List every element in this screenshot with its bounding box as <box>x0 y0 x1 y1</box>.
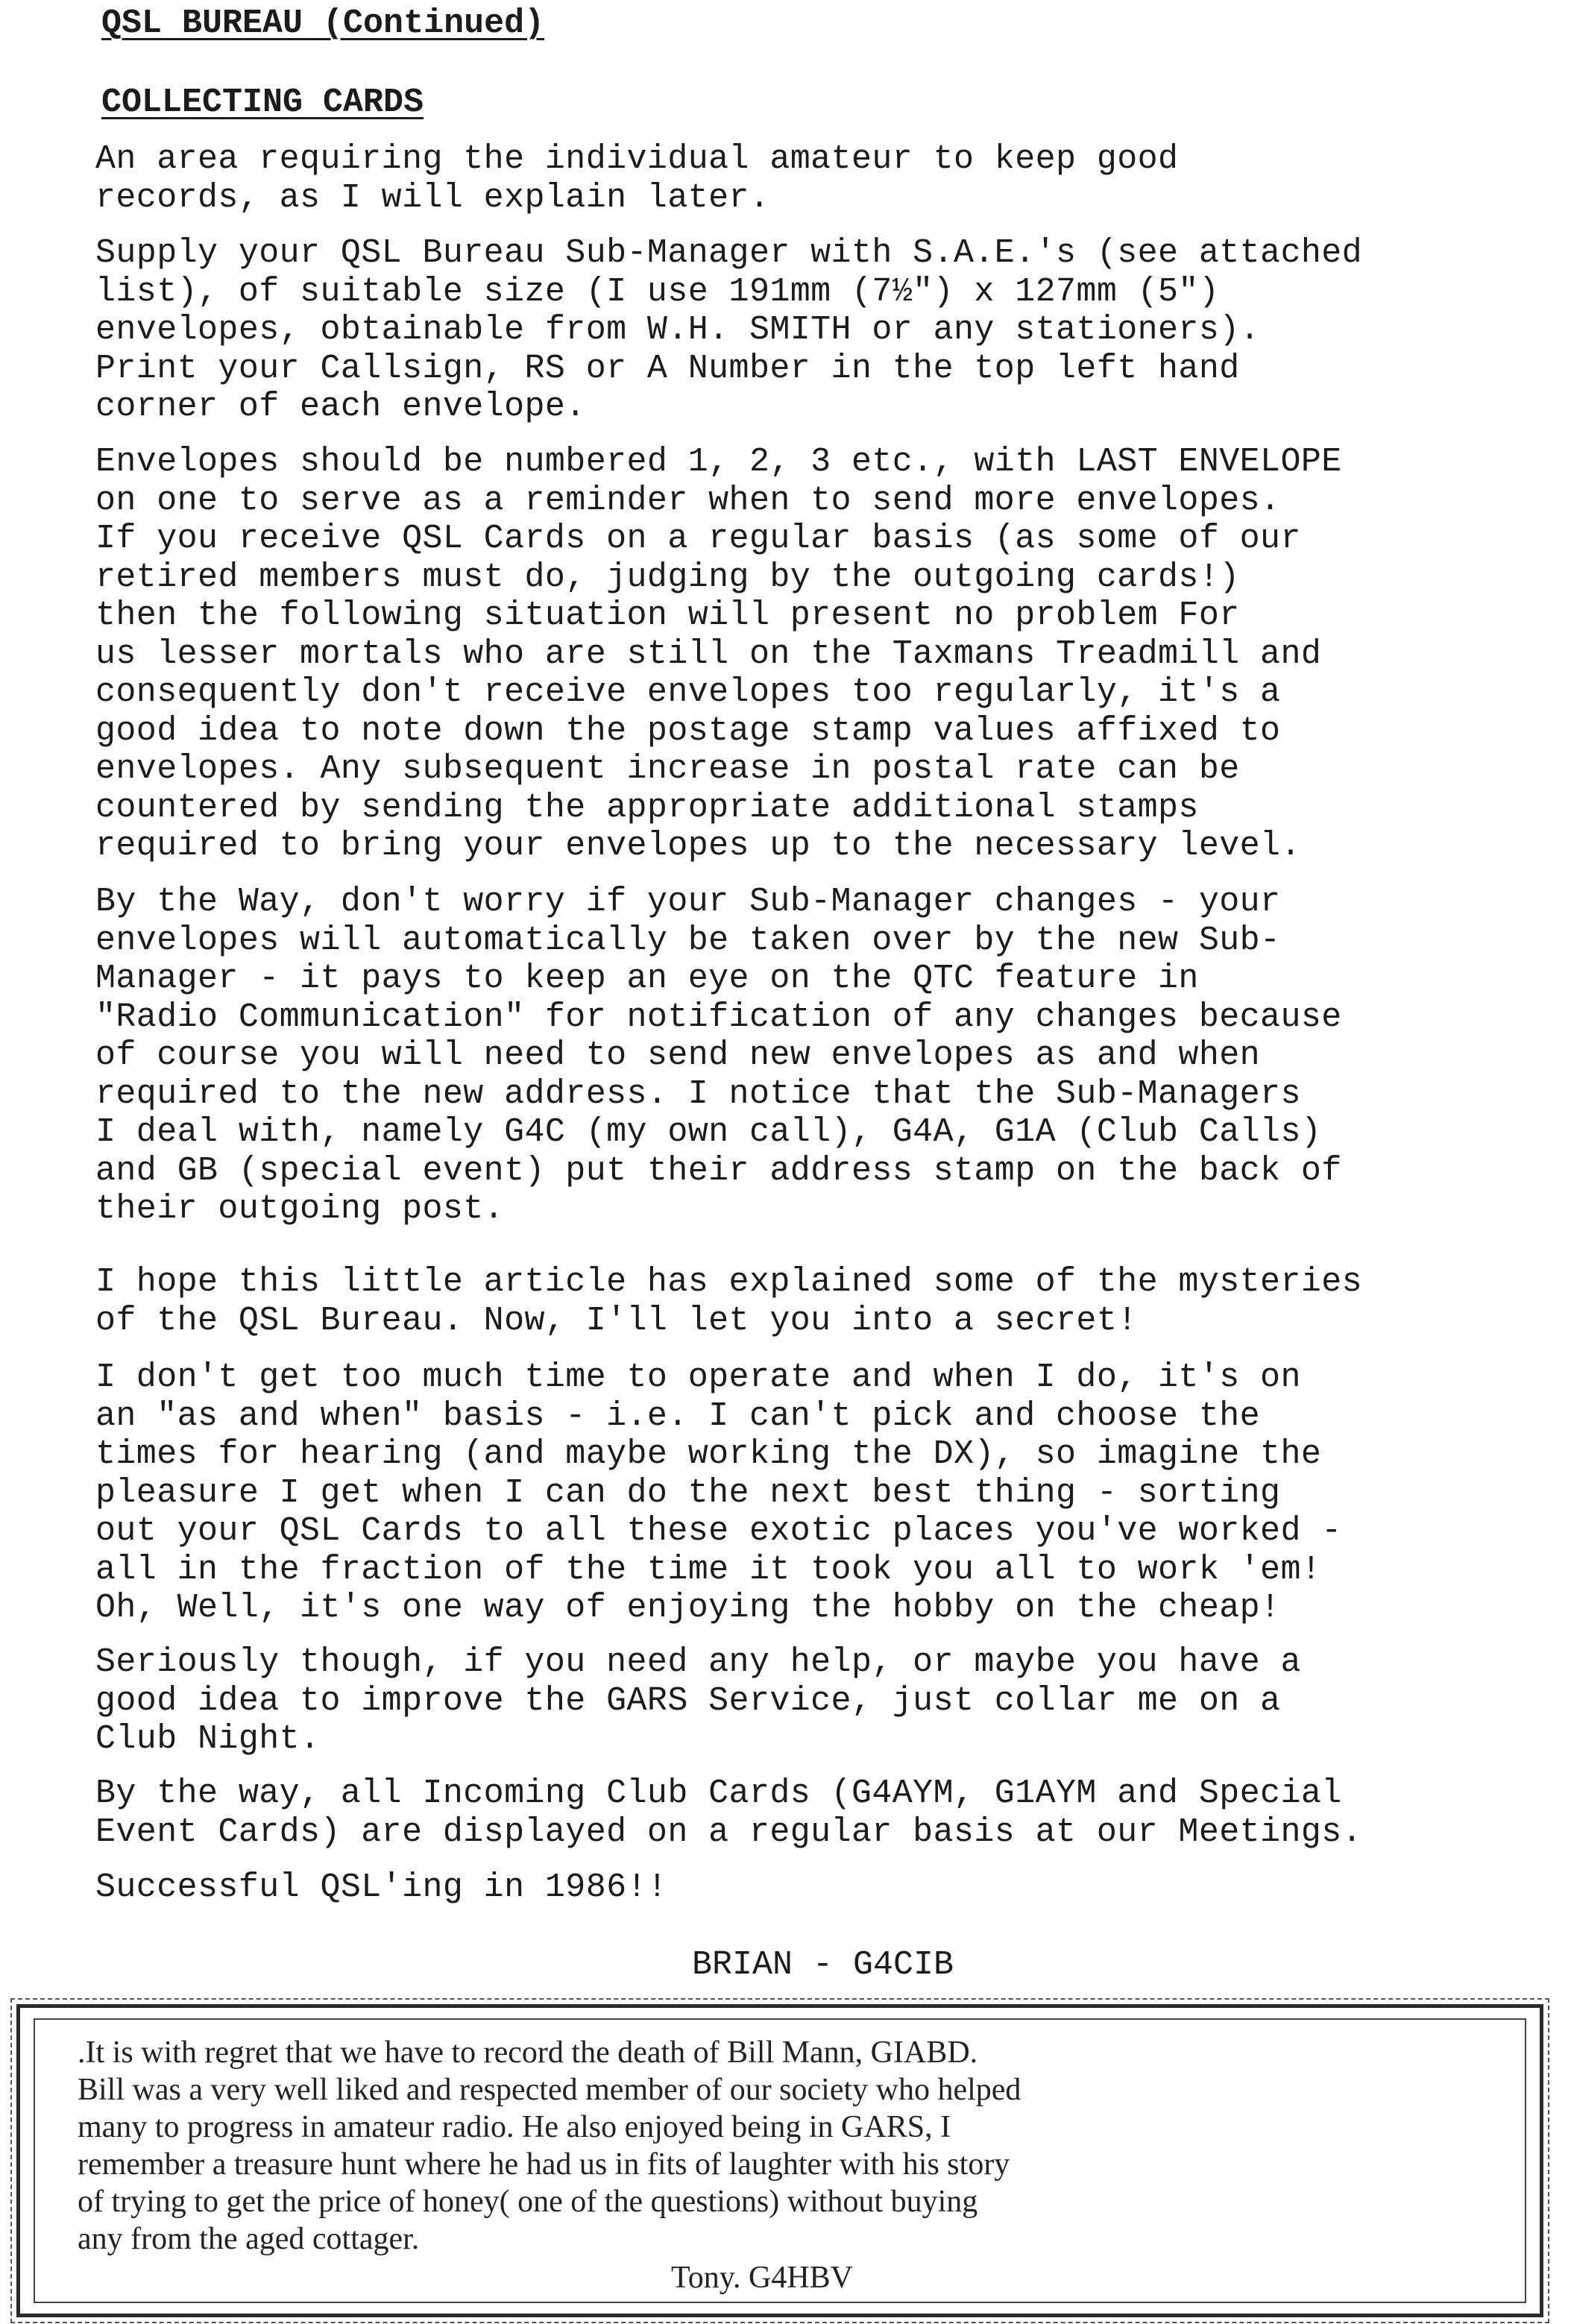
text-line: I don't get too much time to operate and when I do, it's on <box>95 1358 1301 1396</box>
text-line: Successful QSL'ing in 1986!! <box>95 1868 668 1906</box>
text-line: an "as and when" basis - i.e. I can't pick and choose the <box>95 1396 1261 1435</box>
obituary-line: remember a treasure hunt where he had us in fits of laughter with his story <box>78 2147 1010 2182</box>
text-line: required to the new address. I notice that the Sub-Managers <box>95 1074 1301 1113</box>
text-line: Seriously though, if you need any help, or maybe you have a <box>95 1643 1301 1681</box>
text-line: Print your Callsign, RS or A Number in the top left hand <box>95 349 1240 388</box>
text-line: "Radio Communication" for notification of any changes because <box>95 998 1342 1036</box>
text-line: good idea to note down the postage stamp values affixed to <box>95 711 1281 750</box>
obituary-line: many to progress in amateur radio. He also enjoyed being in GARS, I <box>78 2110 951 2144</box>
obituary-text <box>78 2034 1524 2258</box>
text-line: then the following situation will present no problem For <box>95 596 1240 634</box>
text-line: countered by sending the appropriate additional stamps <box>95 788 1199 827</box>
text-line: consequently don't receive envelopes too regularly, it's a <box>95 673 1281 711</box>
text-line: envelopes will automatically be taken over by the new Sub- <box>95 921 1281 960</box>
obituary-line: .It is with regret that we have to record the death of Bill Mann, GIABD. <box>78 2035 978 2070</box>
paragraph-intro <box>95 140 1557 217</box>
text-line: out your QSL Cards to all these exotic places you've worked - <box>95 1512 1342 1550</box>
text-line: retired members must do, judging by the outgoing cards!) <box>95 558 1240 596</box>
text-line: all in the fraction of the time it took you all to work 'em! <box>95 1550 1322 1589</box>
text-line: us lesser mortals who are still on the Taxmans Treadmill and <box>95 634 1322 673</box>
obituary-signature: Tony. G4HBV <box>671 2261 854 2295</box>
text-line: good idea to improve the GARS Service, just collar me on a <box>95 1681 1281 1720</box>
page-title: QSL BUREAU (Continued) <box>101 4 545 42</box>
text-line: list), of suitable size (I use 191mm (7½") x 127mm (5") <box>95 272 1220 311</box>
text-line: envelopes. Any subsequent increase in postal rate can be <box>95 750 1240 788</box>
text-line: Event Cards) are displayed on a regular basis at our Meetings. <box>95 1813 1363 1851</box>
author-signature: BRIAN - G4CIB <box>692 1946 954 1984</box>
text-line: Club Night. <box>95 1720 321 1758</box>
text-line: required to bring your envelopes up to the necessary level. <box>95 827 1301 865</box>
obituary-line: any from the aged cottager. <box>78 2222 420 2256</box>
paragraph-closing <box>95 1868 1557 1907</box>
obituary-line: of trying to get the price of honey( one of the questions) without buying <box>78 2185 978 2219</box>
text-line: corner of each envelope. <box>95 388 586 426</box>
paragraph-sub-manager-changes <box>95 883 1557 1229</box>
text-line: By the Way, don't worry if your Sub-Manager changes - your <box>95 883 1281 921</box>
obituary-line: Bill was a very well liked and respected member of our society who helped <box>78 2073 1021 2107</box>
text-line: of the QSL Bureau. Now, I'll let you into a secret! <box>95 1301 1138 1340</box>
paragraph-club-cards <box>95 1775 1557 1851</box>
text-line: times for hearing (and maybe working the DX), so imagine the <box>95 1435 1322 1473</box>
paragraph-mysteries <box>95 1263 1557 1340</box>
text-line: on one to serve as a reminder when to send more envelopes. <box>95 481 1281 520</box>
text-line: Envelopes should be numbered 1, 2, 3 etc., with LAST ENVELOPE <box>95 443 1342 481</box>
paragraph-help <box>95 1643 1557 1759</box>
text-line: records, as I will explain later. <box>95 178 770 217</box>
text-line: Oh, Well, it's one way of enjoying the hobby on the cheap! <box>95 1589 1281 1627</box>
text-line: envelopes, obtainable from W.H. SMITH or any stationers). <box>95 311 1261 349</box>
paragraph-secret <box>95 1358 1557 1628</box>
text-line: of course you will need to send new envelopes as and when <box>95 1036 1261 1074</box>
text-line: their outgoing post. <box>95 1190 505 1228</box>
section-heading: COLLECTING CARDS <box>101 84 424 122</box>
paragraph-numbering-envelopes <box>95 443 1557 866</box>
text-line: I deal with, namely G4C (my own call), G4A, G1A (Club Calls) <box>95 1113 1322 1151</box>
text-line: Manager - it pays to keep an eye on the QTC feature in <box>95 960 1199 998</box>
text-line: I hope this little article has explained some of the mysteries <box>95 1263 1363 1301</box>
text-line: pleasure I get when I can do the next best thing - sorting <box>95 1473 1281 1512</box>
paragraph-supply-envelopes <box>95 234 1557 426</box>
text-line: If you receive QSL Cards on a regular basis (as some of our <box>95 520 1301 558</box>
text-line: By the way, all Incoming Club Cards (G4AYM, G1AYM and Special <box>95 1775 1342 1813</box>
text-line: and GB (special event) put their address stamp on the back of <box>95 1151 1342 1190</box>
text-line: Supply your QSL Bureau Sub-Manager with S.A.E.'s (see attached <box>95 234 1363 272</box>
text-line: An area requiring the individual amateur to keep good <box>95 140 1179 178</box>
